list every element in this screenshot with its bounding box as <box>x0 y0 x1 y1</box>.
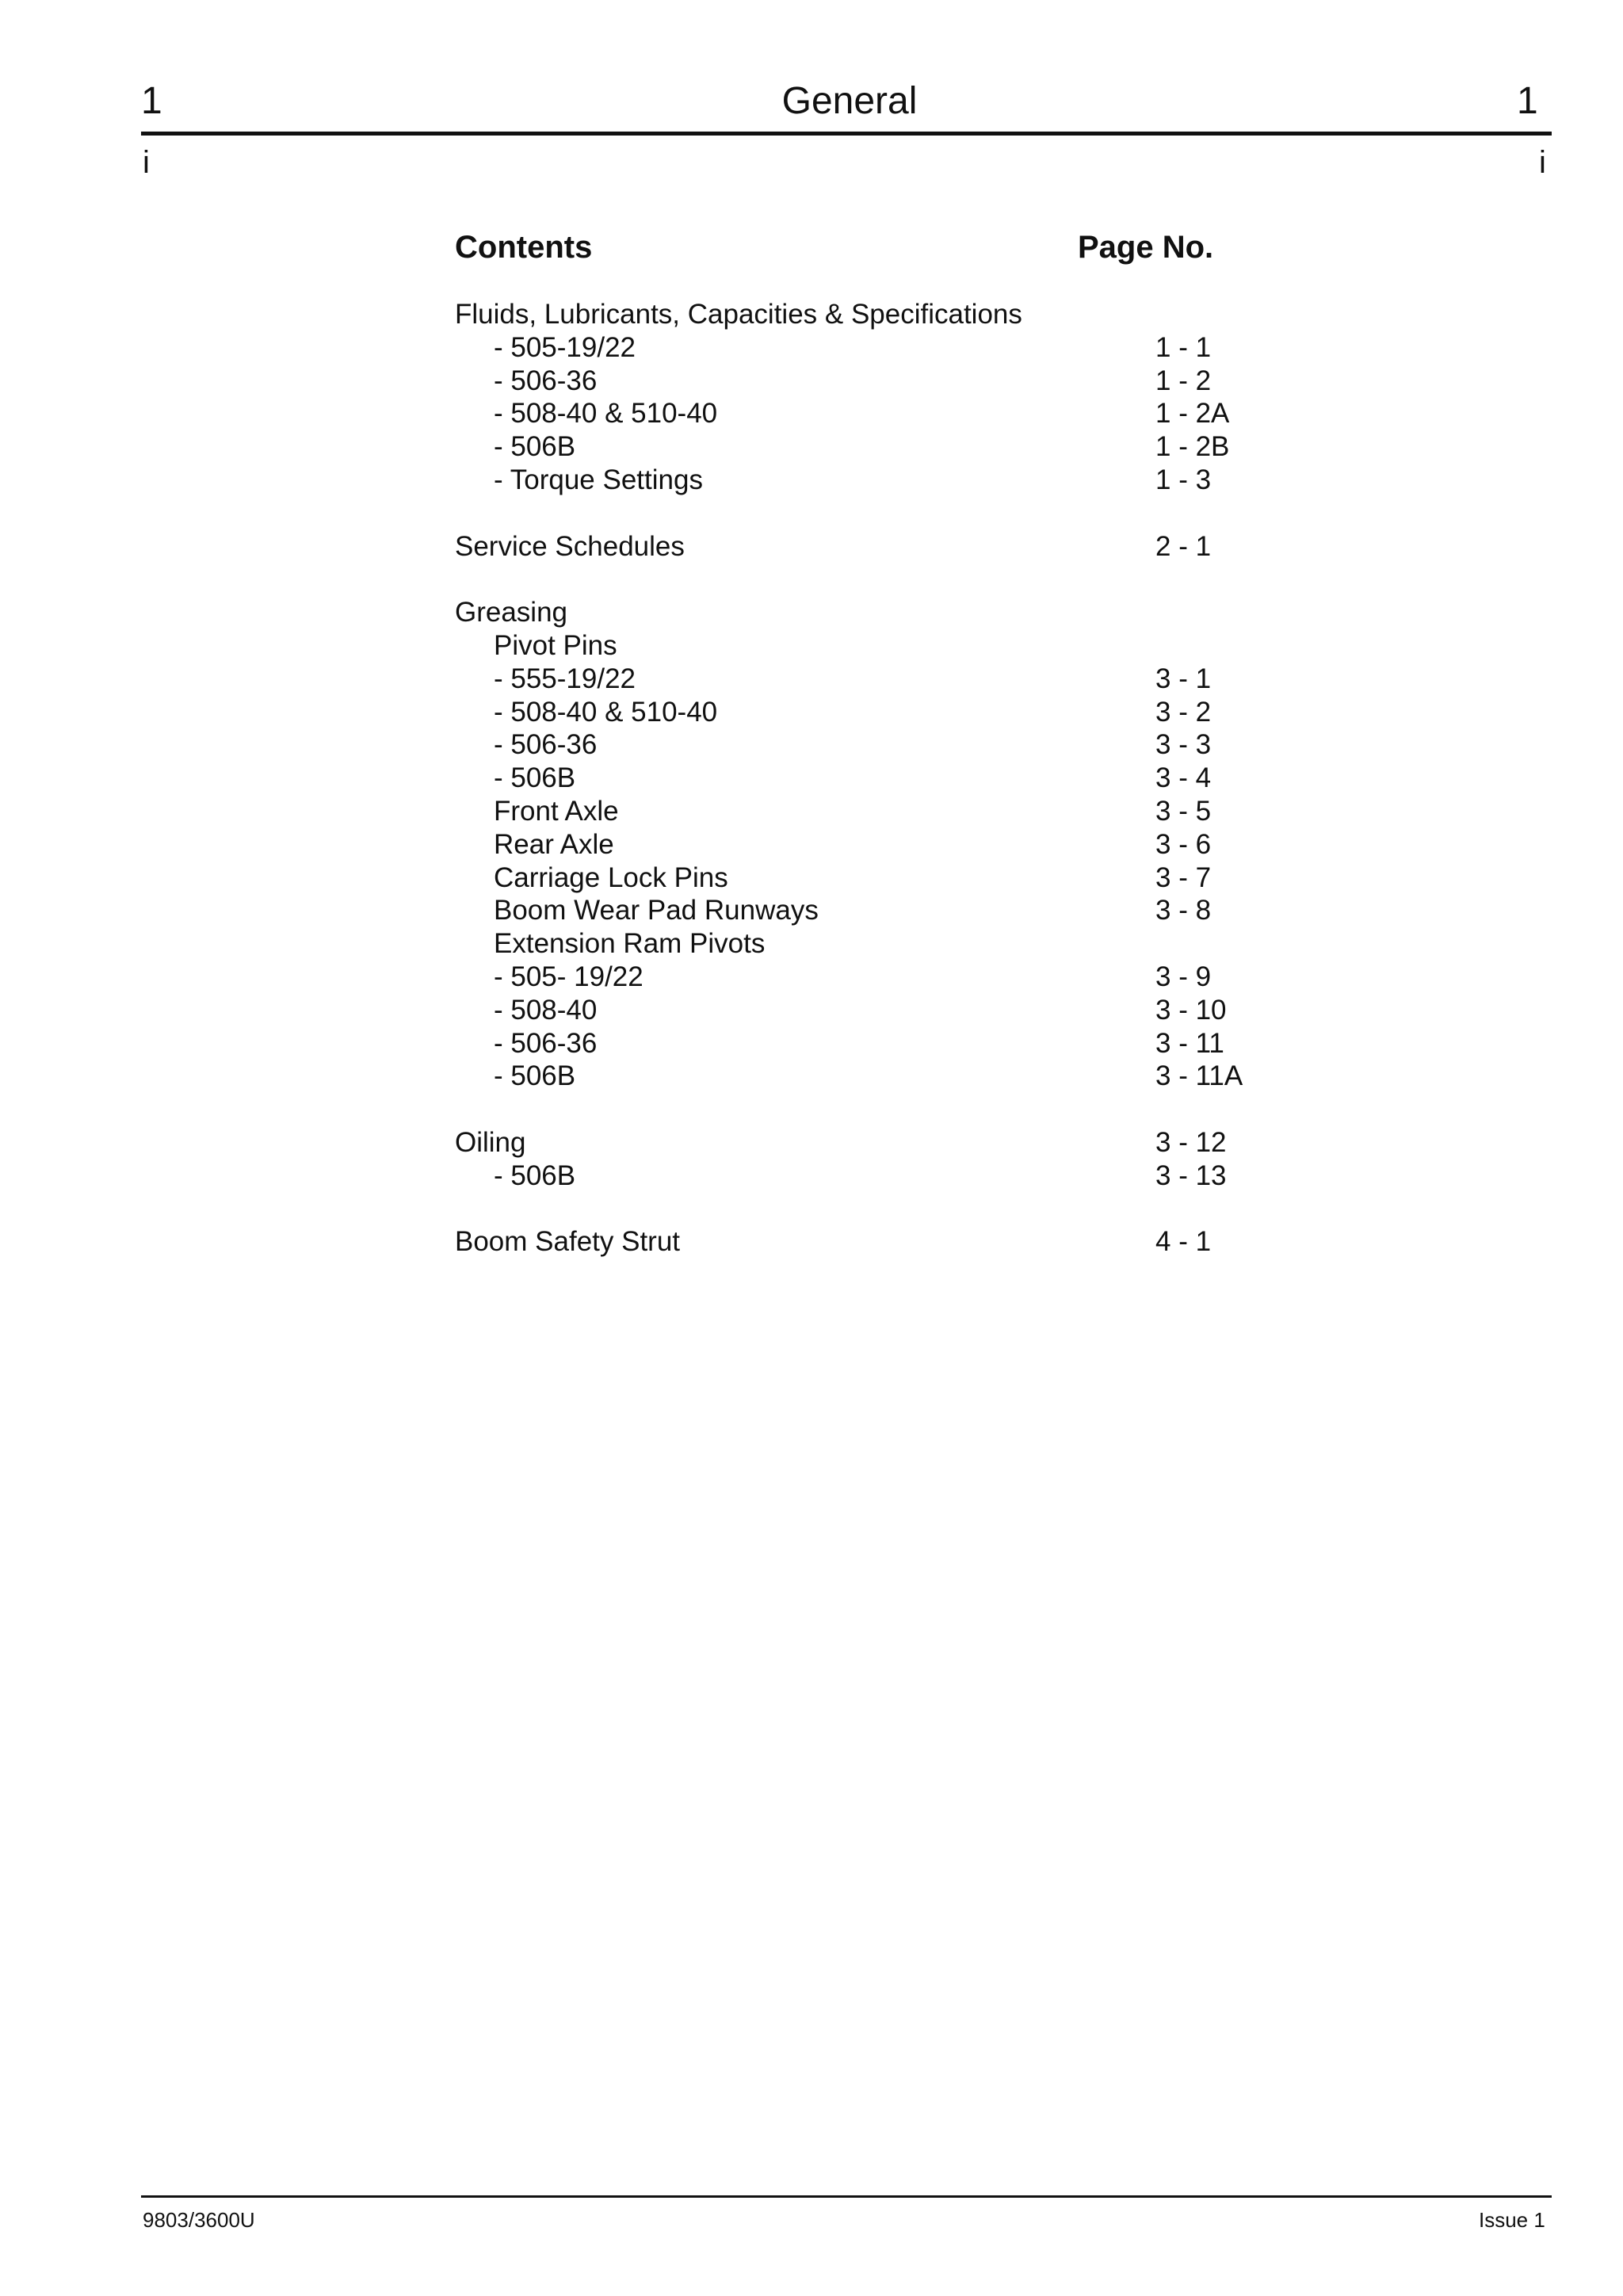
contents-spacer <box>455 563 1327 596</box>
contents-entry <box>455 530 1327 563</box>
contents-heading: Contents <box>455 230 593 265</box>
page-mark-left: i <box>143 145 150 180</box>
contents-entry-label: Oiling <box>455 1126 526 1158</box>
contents-entry-label: - 505-19/22 <box>494 331 636 363</box>
section-number-left: 1 <box>141 80 162 122</box>
contents-entry <box>455 927 1327 961</box>
contents-entry-label: - 506B <box>494 431 576 463</box>
contents-spacer <box>455 1193 1327 1226</box>
contents-entry-page: 3 - 9 <box>1155 961 1212 992</box>
contents-entry <box>455 298 1327 331</box>
contents-entry-page: 3 - 1 <box>1155 663 1212 694</box>
contents-entry <box>455 365 1327 398</box>
contents-entry-page: 3 - 11A <box>1155 1060 1243 1092</box>
contents-entry <box>455 828 1327 861</box>
contents-entry <box>455 861 1327 895</box>
contents-entry-page: 2 - 1 <box>1155 530 1212 562</box>
contents-entry <box>455 629 1327 663</box>
contents-entry <box>455 1126 1327 1159</box>
contents-entry-page: 3 - 8 <box>1155 895 1212 926</box>
contents-entry <box>455 663 1327 696</box>
contents-entry-label: - 505- 19/22 <box>494 961 643 992</box>
contents-entry-label: - 506-36 <box>494 729 598 761</box>
contents-entry-page: 3 - 12 <box>1155 1126 1227 1158</box>
contents-entry-label: Fluids, Lubricants, Capacities & Specifications <box>455 299 1022 330</box>
contents-entry <box>455 961 1327 994</box>
contents-entry-label: Boom Wear Pad Runways <box>494 895 819 926</box>
contents-entry-label: - 506B <box>494 1060 576 1092</box>
page-mark-right: i <box>1539 145 1546 180</box>
contents-entry-page: 3 - 5 <box>1155 795 1212 827</box>
contents-entry-page: 3 - 3 <box>1155 729 1212 761</box>
contents-entry <box>455 1027 1327 1060</box>
contents-entry <box>455 994 1327 1027</box>
contents-entry-label: - 508-40 & 510-40 <box>494 696 718 728</box>
contents-entry-page: 3 - 10 <box>1155 994 1227 1026</box>
contents-entry-label: Pivot Pins <box>494 629 617 661</box>
footer-rule <box>141 2195 1552 2198</box>
document-number: 9803/3600U <box>143 2208 255 2232</box>
contents-entry <box>455 430 1327 464</box>
contents-entry-page: 3 - 11 <box>1155 1027 1224 1059</box>
contents-entry-label: - 508-40 & 510-40 <box>494 398 718 430</box>
header-rule <box>141 132 1552 136</box>
contents-entry <box>455 795 1327 828</box>
contents-entry-label: - 506-36 <box>494 365 598 396</box>
contents-entry-page: 3 - 4 <box>1155 762 1212 794</box>
contents-entry-label: Carriage Lock Pins <box>494 861 728 893</box>
issue-label: Issue 1 <box>1479 2208 1545 2232</box>
contents-entry <box>455 397 1327 430</box>
contents-entry <box>455 1159 1327 1193</box>
contents-entry-label: - 506B <box>494 762 576 794</box>
contents-entry-label: - Torque Settings <box>494 464 703 495</box>
contents-entry-page: 1 - 2 <box>1155 365 1212 396</box>
contents-spacer <box>455 497 1327 530</box>
contents-entry <box>455 1225 1327 1259</box>
contents-entry-page: 3 - 7 <box>1155 861 1212 893</box>
contents-entry-page: 1 - 3 <box>1155 464 1212 495</box>
contents-entry <box>455 596 1327 629</box>
contents-entry-page: 3 - 6 <box>1155 828 1212 860</box>
contents-entry <box>455 894 1327 927</box>
contents-entry <box>455 762 1327 795</box>
contents-entry-page: 3 - 2 <box>1155 696 1212 728</box>
contents-entry-label: Boom Safety Strut <box>455 1226 681 1258</box>
contents-entry-label: Extension Ram Pivots <box>494 928 766 960</box>
page-number-heading: Page No. <box>1078 230 1214 265</box>
section-title: General <box>781 80 918 122</box>
contents-entry-label: - 508-40 <box>494 994 598 1026</box>
contents-entry-page: 4 - 1 <box>1155 1226 1212 1258</box>
contents-entry-label: - 506B <box>494 1159 576 1191</box>
contents-entry-label: Service Schedules <box>455 530 685 562</box>
contents-entry <box>455 464 1327 497</box>
contents-entry-label: - 506-36 <box>494 1027 598 1059</box>
contents-list <box>455 298 1327 1259</box>
contents-entry <box>455 728 1327 762</box>
contents-entry <box>455 1060 1327 1093</box>
contents-entry-page: 1 - 2B <box>1155 431 1230 463</box>
contents-spacer <box>455 1093 1327 1126</box>
contents-entry <box>455 331 1327 365</box>
contents-entry-label: Greasing <box>455 597 568 628</box>
contents-entry-page: 1 - 1 <box>1155 331 1212 363</box>
contents-entry-page: 1 - 2A <box>1155 398 1230 430</box>
contents-entry <box>455 696 1327 729</box>
contents-entry-label: Front Axle <box>494 795 619 827</box>
contents-entry-label: Rear Axle <box>494 828 614 860</box>
contents-entry-page: 3 - 13 <box>1155 1159 1227 1191</box>
contents-entry-label: - 555-19/22 <box>494 663 636 694</box>
section-number-right: 1 <box>1517 80 1538 122</box>
